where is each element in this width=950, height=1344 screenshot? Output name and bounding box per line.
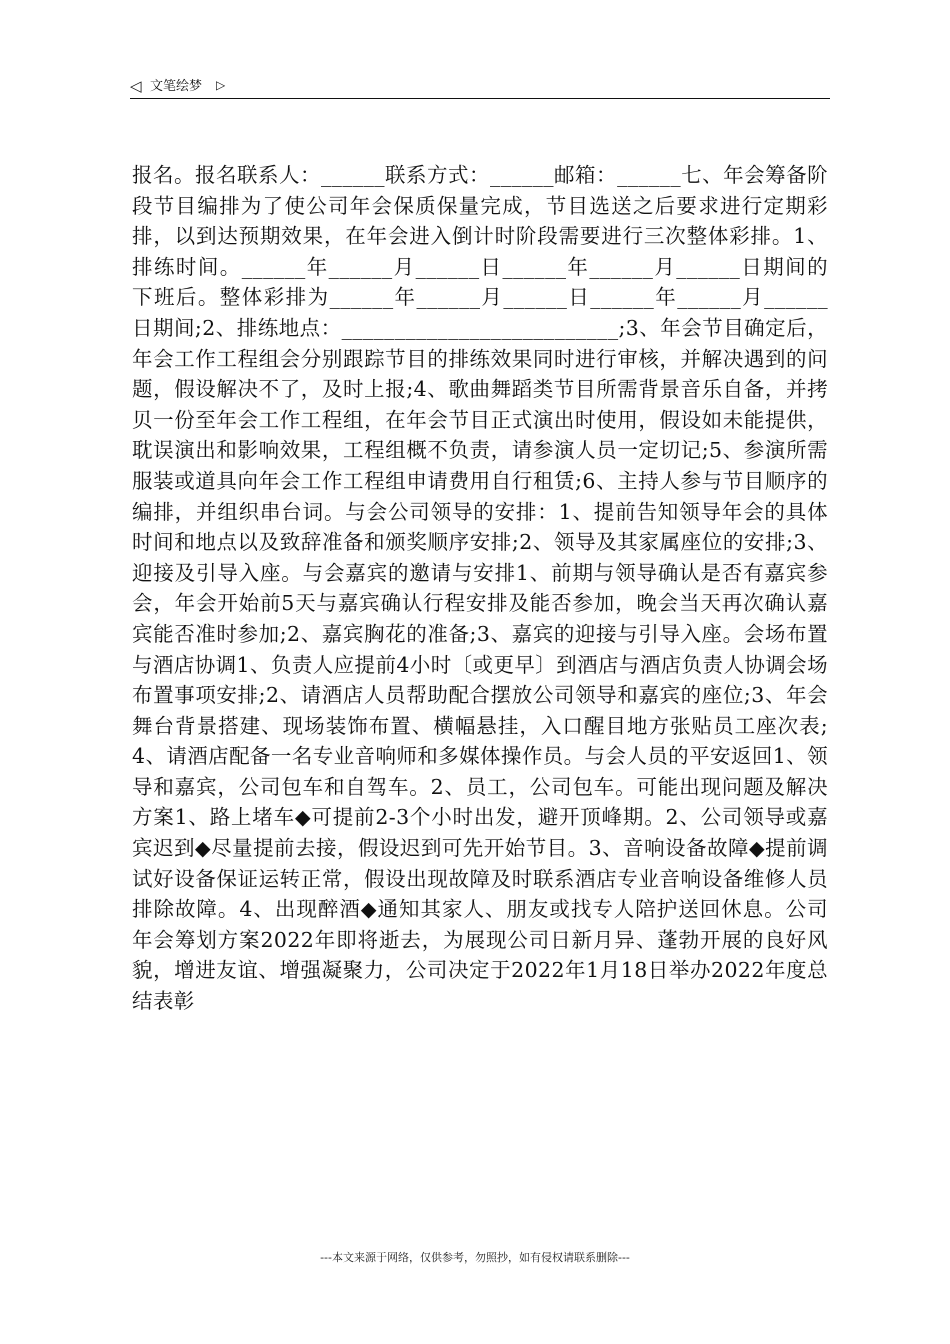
page-header bbox=[130, 74, 830, 98]
left-triangle-icon: ◁ bbox=[130, 77, 142, 95]
header-divider bbox=[130, 98, 830, 99]
header-title: 文笔绘梦 bbox=[150, 79, 203, 94]
page-footer-disclaimer: ---本文来源于网络，仅供参考，勿照抄，如有侵权请联系删除--- bbox=[320, 1251, 630, 1264]
right-triangle-icon: ▷ bbox=[216, 78, 226, 92]
document-body-text: 报名。报名联系人：______联系方式：______邮箱：______七、年会筹备阶段节目编排为了使公司年会保质保量完成，节目选送之后要求进行定期彩排，以到达预期效果，在年会进入倒计时阶段需要进行三次整体彩排。1、排练时间。______年______月______日______年______月______日期间的下班后。整体彩排为______年______月______日______年______月______日期间;2、排练地点：__________________________;3、年会节目确定后，年会工作工程组会分别跟踪节目的排练效果同时进行审核，并解决遇到的问题，假设解决不了，及时上报;4、歌曲舞蹈类节目所需背景音乐自备，并拷贝一份至年会工作工程组，在年会节目正式演出时使用，假设如未能提供，耽误演出和影响效果，工程组概不负责，请参演人员一定切记;5、参演所需服装或道具向年会工作工程组申请费用自行租赁;6、主持人参与节目顺序的编排，并组织串台词。与会公司领导的安排：1、提前告知领导年会的具体时间和地点以及致辞准备和颁奖顺序安排;2、领导及其家属座位的安排;3、迎接及引导入座。与会嘉宾的邀请与安排1、前期与领导确认是否有嘉宾参会，年会开始前5天与嘉宾确认行程安排及能否参加，晚会当天再次确认嘉宾能否准时参加;2、嘉宾胸花的准备;3、嘉宾的迎接与引导入座。会场布置与酒店协调1、负责人应提前4小时〔或更早〕到酒店与酒店负责人协调会场布置事项安排;2、请酒店人员帮助配合摆放公司领导和嘉宾的座位;3、年会舞台背景搭建、现场装饰布置、横幅悬挂，入口醒目地方张贴员工座次表;4、请酒店配备一名专业音响师和多媒体操作员。与会人员的平安返回1、领导和嘉宾，公司包车和自驾车。2、员工，公司包车。可能出现问题及解决方案1、路上堵车◆可提前2-3个小时出发，避开顶峰期。2、公司领导或嘉宾迟到◆尽量提前去接，假设迟到可先开始节目。3、音响设备故障◆提前调试好设备保证运转正常，假设出现故障及时联系酒店专业音响设备维修人员排除故障。4、出现醉酒◆通知其家人、朋友或找专人陪护送回休息。公司年会筹划方案2022年即将逝去，为展现公司日新月异、蓬勃开展的良好风貌，增进友谊、增强凝聚力，公司决定于2022年1月18日举办2022年度总结表彰 bbox=[132, 163, 828, 1014]
